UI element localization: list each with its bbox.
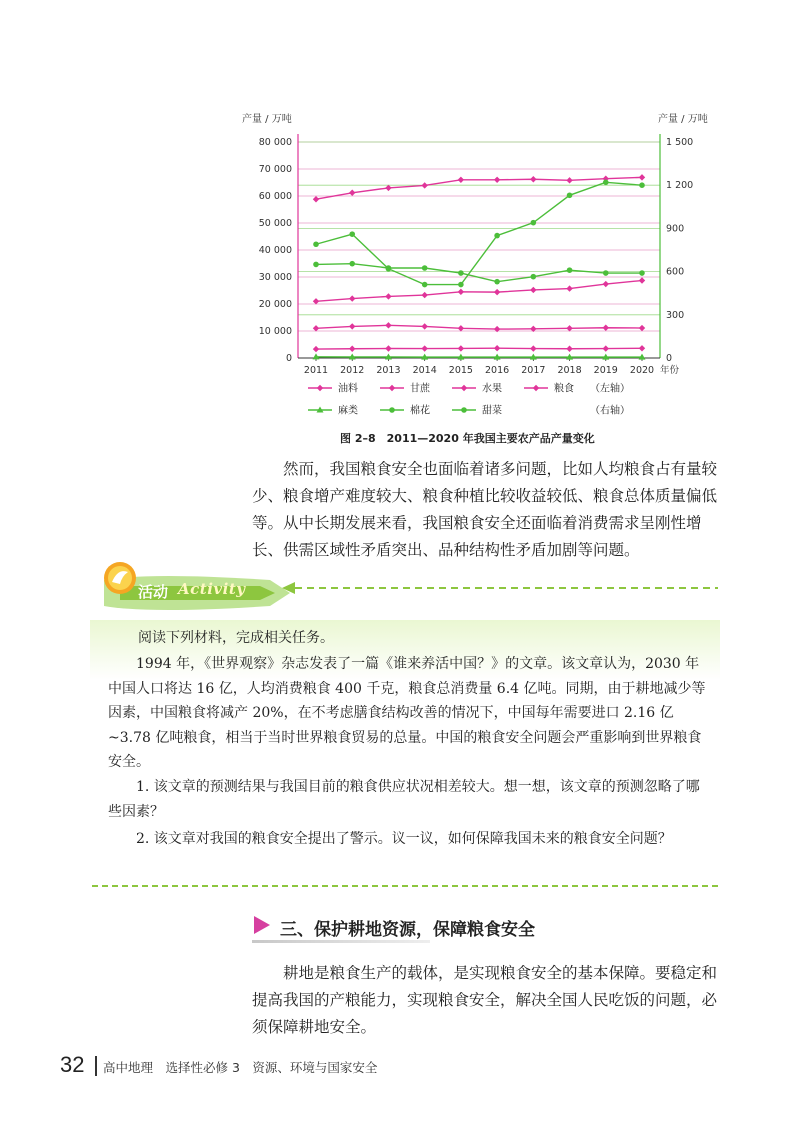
y-left-tick-label: 60 000 xyxy=(258,191,292,202)
data-point xyxy=(494,345,500,351)
data-point xyxy=(458,345,464,351)
data-point xyxy=(349,231,355,237)
y-left-tick-label: 70 000 xyxy=(258,164,292,175)
data-point xyxy=(349,295,355,301)
activity-question-1: 1. 该文章的预测结果与我国目前的粮食供应状况相差较大。想一想，该文章的预测忽略了哪些因素？ xyxy=(108,779,700,820)
data-point xyxy=(566,325,572,331)
x-tick-label: 2011 xyxy=(303,365,329,376)
data-point xyxy=(385,345,391,351)
legend-label: 甘蔗 xyxy=(410,383,430,395)
figure-caption: 图 2–8 2011—2020 年我国主要农产品产量变化 xyxy=(340,432,595,445)
section-heading-underline xyxy=(252,940,430,943)
data-point xyxy=(385,293,391,299)
series-麻类 xyxy=(313,353,646,359)
x-tick-label: 2015 xyxy=(448,365,473,376)
data-point xyxy=(389,407,395,413)
legend-axis-note: （右轴） xyxy=(590,405,630,417)
x-tick-label: 2018 xyxy=(557,365,582,376)
data-point xyxy=(313,325,319,331)
data-point xyxy=(639,277,645,283)
series-line xyxy=(316,182,642,284)
y-left-tick-label: 10 000 xyxy=(258,326,292,337)
series-油料 xyxy=(313,345,645,352)
footer-book-title: 高中地理 选择性必修 3 资源、环境与国家安全 xyxy=(103,1060,378,1075)
data-point xyxy=(385,322,391,328)
data-point xyxy=(422,265,428,271)
data-point xyxy=(458,270,464,276)
data-point xyxy=(458,282,464,288)
data-point xyxy=(313,241,319,247)
data-point xyxy=(349,323,355,329)
x-tick-label: 2019 xyxy=(593,365,618,376)
data-point xyxy=(494,177,500,183)
legend-item xyxy=(452,404,502,417)
series-水果 xyxy=(313,277,645,304)
data-point xyxy=(421,292,427,298)
data-point xyxy=(494,279,500,285)
legend-label: 麻类 xyxy=(338,405,358,417)
y-left-unit-label: 产量 / 万吨 xyxy=(242,114,292,125)
data-point xyxy=(461,385,467,391)
data-point xyxy=(530,345,536,351)
activity-intro: 阅读下列材料，完成相关任务。 xyxy=(138,630,334,646)
y-left-tick-label: 40 000 xyxy=(258,245,292,256)
y-right-tick-label: 600 xyxy=(666,266,685,278)
data-point xyxy=(639,325,645,331)
series-line xyxy=(316,281,642,302)
series-粮食 xyxy=(313,174,645,202)
series-line xyxy=(316,348,642,349)
data-point xyxy=(386,266,392,272)
data-point xyxy=(313,346,319,352)
data-point xyxy=(639,270,645,276)
data-point xyxy=(566,285,572,291)
y-right-tick-label: 300 xyxy=(666,309,685,321)
legend-item xyxy=(380,382,431,395)
y-right-tick-label: 0 xyxy=(666,353,673,364)
y-left-tick-label: 50 000 xyxy=(258,218,292,229)
x-axis-label: 年份 xyxy=(660,365,680,376)
legend-item xyxy=(308,382,358,395)
legend-item xyxy=(308,404,358,417)
y-right-unit-label: 产量 / 万吨 xyxy=(658,114,708,125)
leaf-bird-icon xyxy=(104,562,136,594)
data-point xyxy=(531,274,537,280)
y-left-tick-label: 0 xyxy=(285,353,292,364)
data-point xyxy=(530,176,536,182)
legend-item xyxy=(452,382,502,395)
data-point xyxy=(421,323,427,329)
data-point xyxy=(639,345,645,351)
production-line-chart xyxy=(230,108,710,438)
activity-material: 1994 年，《世界观察》杂志发表了一篇《谁来养活中国？》的文章。该文章认为，2030 年中国人口将达 16 亿，人均消费粮食 400 千克，粮食总消费量 6.4 亿吨。同期，由于耕地减少等因素，中国粮食将减产 20%，在不考虑膳食结构改善的情况下，中国每年需要进口 2.16 亿 ~3.78 亿吨粮食，相当于当时世界粮食贸易的总量。中国的粮食安全问题会严重影响到世界粮食安全。 xyxy=(108,656,706,770)
legend-label: 棉花 xyxy=(410,405,430,417)
legend-label: 粮食 xyxy=(554,383,574,395)
legend-item xyxy=(380,404,430,417)
data-point xyxy=(603,325,609,331)
x-tick-label: 2014 xyxy=(412,365,437,376)
page-number: 32 xyxy=(60,1052,85,1077)
data-point xyxy=(385,185,391,191)
legend-axis-note: （左轴） xyxy=(590,383,630,395)
data-point xyxy=(317,385,323,391)
data-point xyxy=(566,177,572,183)
data-point xyxy=(421,182,427,188)
body-paragraph-food-security-issues: 然而，我国粮食安全也面临着诸多问题，比如人均粮食占有量较少、粮食增产难度较大、粮食种植比较收益较低、粮食总体质量偏低等。从中长期发展来看，我国粮食安全还面临着消费需求呈刚性增长、供需区域性矛盾突出、品种结构性矛盾加剧等问题。 xyxy=(252,460,718,559)
y-left-tick-label: 30 000 xyxy=(258,272,292,283)
data-point xyxy=(422,282,428,288)
data-point xyxy=(458,289,464,295)
body-paragraph-farmland: 耕地是粮食生产的载体，是实现粮食安全的基本保障。要稳定和提高我国的产粮能力，实现粮食安全，解决全国人民吃饭的问题，必须保障耕地安全。 xyxy=(252,964,718,1036)
x-tick-label: 2012 xyxy=(340,365,365,376)
data-point xyxy=(603,345,609,351)
data-point xyxy=(349,346,355,352)
data-point xyxy=(494,289,500,295)
data-point xyxy=(458,325,464,331)
y-right-tick-label: 1 500 xyxy=(666,137,694,148)
data-point xyxy=(530,287,536,293)
series-line xyxy=(316,325,642,329)
data-point xyxy=(389,385,395,391)
activity-label-cn: 活动 xyxy=(138,583,169,601)
legend-label: 油料 xyxy=(338,383,358,395)
y-right-tick-label: 1 200 xyxy=(666,180,694,192)
data-point xyxy=(567,267,573,273)
series-line xyxy=(316,264,642,282)
data-point xyxy=(349,190,355,196)
x-tick-label: 2013 xyxy=(376,365,401,376)
activity-label-en: Activity xyxy=(178,580,246,598)
series-棉花 xyxy=(313,261,645,285)
x-tick-label: 2017 xyxy=(521,365,546,376)
legend-item xyxy=(524,382,574,395)
x-tick-label: 2020 xyxy=(629,365,655,376)
data-point xyxy=(458,177,464,183)
activity-bottom-divider xyxy=(92,885,718,887)
triangle-arrow-icon xyxy=(252,914,272,936)
data-point xyxy=(567,192,573,198)
data-point xyxy=(421,345,427,351)
data-point xyxy=(603,180,609,186)
legend-label: 水果 xyxy=(482,383,502,395)
x-tick-label: 2016 xyxy=(485,365,510,376)
data-point xyxy=(313,298,319,304)
data-point xyxy=(313,196,319,202)
data-point xyxy=(533,385,539,391)
legend-label: 甜菜 xyxy=(482,405,502,417)
data-point xyxy=(603,281,609,287)
y-left-tick-label: 20 000 xyxy=(258,299,292,310)
data-point xyxy=(603,270,609,276)
data-point xyxy=(494,233,500,239)
data-point xyxy=(639,182,645,188)
data-point xyxy=(313,262,319,268)
activity-question-2: 2. 该文章对我国的粮食安全提出了警示。议一议，如何保障我国未来的粮食安全问题？ xyxy=(136,831,672,847)
y-left-tick-label: 80 000 xyxy=(258,137,292,148)
data-point xyxy=(566,346,572,352)
section-heading: 三、保护耕地资源，保障粮食安全 xyxy=(280,920,535,940)
data-point xyxy=(349,261,355,267)
data-point xyxy=(639,174,645,180)
footer-divider xyxy=(95,1056,97,1076)
data-point xyxy=(461,407,467,413)
data-point xyxy=(531,220,537,226)
y-right-tick-label: 900 xyxy=(666,223,685,235)
